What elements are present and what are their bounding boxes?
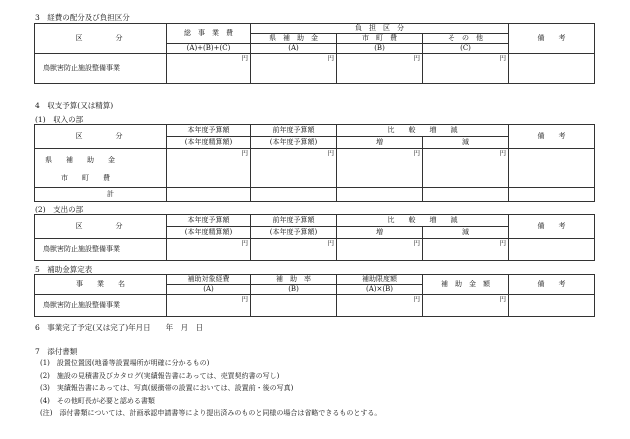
- cell-decrease: 円: [423, 149, 509, 188]
- cell-rate: [251, 295, 337, 317]
- attachment-item: (4) その他町長が必要と認める書類: [40, 396, 155, 405]
- header-remarks: 備 考: [509, 275, 595, 295]
- header-remarks: 備 考: [509, 24, 595, 54]
- cell-pref: 円: [251, 54, 337, 84]
- header-this-year-sub: (本年度精算額): [167, 137, 251, 149]
- header-kubun: 区 分: [35, 125, 167, 149]
- section4-title: 4 収支予算(又は精算): [35, 101, 114, 110]
- header-increase: 増: [337, 137, 423, 149]
- cell-remarks: [509, 54, 595, 84]
- attachment-item: (3) 実績報告書にあっては、写真(緩衝帯の設置においては、設置前・後の写真): [40, 384, 294, 392]
- cell-increase: 円: [337, 149, 423, 188]
- header-decrease: 減: [423, 137, 509, 149]
- header-amount: 補 助 金 額: [423, 275, 509, 295]
- header-a: (A): [167, 285, 251, 295]
- header-remarks: 備 考: [509, 215, 595, 239]
- subsidy-calc-table: [34, 274, 595, 317]
- header-this-year-sub: (本年度精算額): [167, 227, 251, 239]
- cell-decrease: 円: [423, 239, 509, 261]
- row-label: 鳥獣害防止施設整備事業: [35, 54, 167, 84]
- header-other: そ の 他: [423, 34, 509, 44]
- header-a: (A): [251, 44, 337, 54]
- attachment-list: [40, 357, 381, 420]
- cell-increase: 円: [337, 239, 423, 261]
- cell-amount: 円: [423, 295, 509, 317]
- header-total-formula: (A)+(B)+(C): [167, 44, 251, 54]
- header-last-year-sub: (本年度予算額): [251, 227, 337, 239]
- cell-last-year: 円: [251, 239, 337, 261]
- cell-limit: 円: [337, 295, 423, 317]
- header-last-year: 前年度予算額: [251, 125, 337, 137]
- header-total-cost: 総 事 業 費: [167, 24, 251, 44]
- header-burden: 負 担 区 分: [251, 24, 509, 34]
- cell-municipal: 円: [337, 54, 423, 84]
- section3-title: 3 経費の配分及び負担区分: [35, 13, 130, 22]
- income-table: [34, 124, 595, 202]
- header-rate: 補 助 率: [251, 275, 337, 285]
- header-last-year: 前年度予算額: [251, 215, 337, 227]
- section7-title: 7 添付書類: [35, 347, 78, 356]
- row-total: 計: [35, 188, 167, 202]
- row-municipal: 市 町 費: [61, 174, 110, 182]
- header-increase: 増: [337, 227, 423, 239]
- header-comparison: 比 較 増 減: [337, 125, 509, 137]
- expense-table: [34, 214, 595, 261]
- cell-this-year: 円: [167, 239, 251, 261]
- attachment-item: (1) 設置位置図(地番等設置場所が明確に分かるもの): [40, 359, 210, 367]
- header-comparison: 比 較 増 減: [337, 215, 509, 227]
- header-c: (C): [423, 44, 509, 54]
- section5-title: 5 補助金算定表: [35, 265, 93, 274]
- header-limit: 補助限度額: [337, 275, 423, 285]
- row-label: 鳥獣害防止施設整備事業: [35, 239, 167, 261]
- cell-total: 円: [167, 54, 251, 84]
- cell-remarks: [509, 239, 595, 261]
- cell-last-year: 円: [251, 149, 337, 188]
- header-remarks: 備 考: [509, 125, 595, 149]
- header-axb: (A)×(B): [337, 285, 423, 295]
- row-label: 鳥獣害防止施設整備事業: [35, 295, 167, 317]
- header-kubun: 区 分: [35, 24, 167, 54]
- expense-subtitle: (2) 支出の部: [35, 205, 84, 214]
- header-last-year-sub: (本年度予算額): [251, 137, 337, 149]
- header-b: (B): [337, 44, 423, 54]
- cell-remarks: [509, 295, 595, 317]
- section6-title: 6 事業完了予定(又は完了)年月日 年 月 日: [35, 323, 204, 332]
- header-pref-subsidy: 県 補 助 金: [251, 34, 337, 44]
- attachment-item: (2) 施設の見積書及びカタログ(実績報告書にあっては、売買契約書の写し): [40, 371, 280, 380]
- header-project-name: 事 業 名: [35, 275, 167, 295]
- header-kubun: 区 分: [35, 215, 167, 239]
- income-subtitle: (1) 収入の部: [35, 115, 84, 124]
- cell-remarks: [509, 149, 595, 188]
- cell-target-cost: 円: [167, 295, 251, 317]
- header-decrease: 減: [423, 227, 509, 239]
- attachment-note: (注) 添付書類については、計画承認申請書等により提出済みのものと同様の場合は省略できるものとする。: [40, 409, 382, 417]
- header-b: (B): [251, 285, 337, 295]
- header-this-year: 本年度予算額: [167, 125, 251, 137]
- cell-other: 円: [423, 54, 509, 84]
- header-target-cost: 補助対象経費: [167, 275, 251, 285]
- header-this-year: 本年度予算額: [167, 215, 251, 227]
- cost-allocation-table: [34, 23, 595, 84]
- row-pref-subsidy: 県 補 助 金: [45, 156, 115, 164]
- cell-this-year: 円: [167, 149, 251, 188]
- header-municipal: 市 町 費: [337, 34, 423, 44]
